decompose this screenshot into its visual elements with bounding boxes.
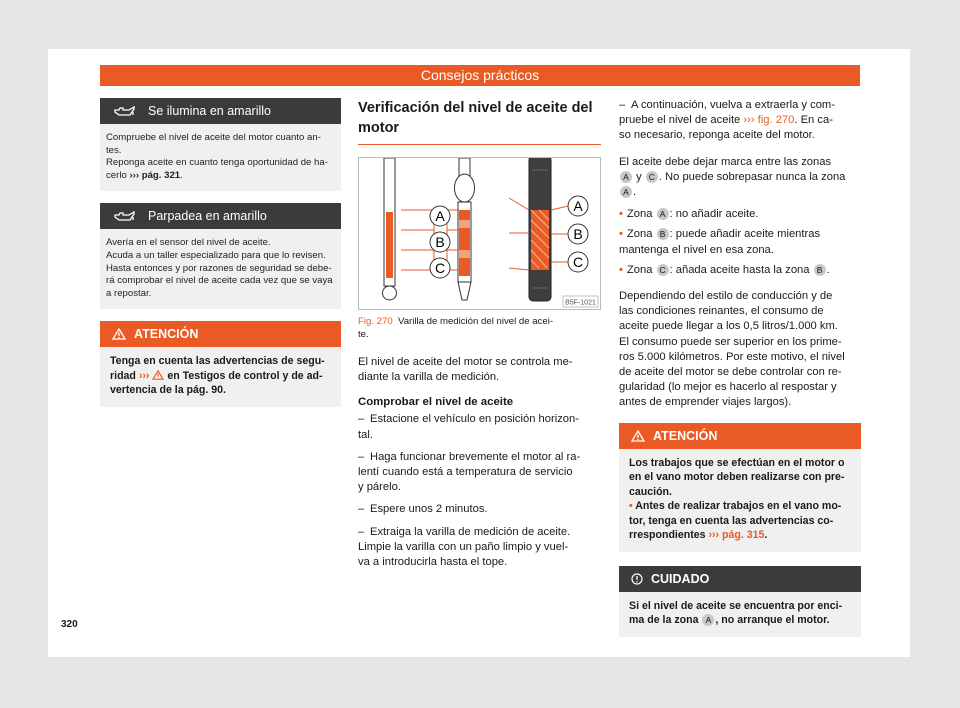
step-item bbox=[619, 98, 861, 144]
zone-badge-a: A bbox=[620, 186, 632, 198]
text-fragment: Haga funcionar brevemente el motor al ra- bbox=[370, 450, 581, 463]
subheading: Comprobar el nivel de aceite bbox=[358, 396, 514, 409]
text-line: A . bbox=[619, 185, 861, 200]
text-line: – Haga funcionar brevemente el motor al ra- bbox=[358, 450, 581, 463]
text-line: El aceite debe dejar marca entre las zonas bbox=[619, 155, 832, 168]
figure-caption bbox=[358, 316, 601, 341]
page-reference-link[interactable]: ››› pág. 321 bbox=[129, 169, 181, 181]
text-line: aceite puede llegar a los 0,5 litros/1.000 km. bbox=[619, 320, 838, 333]
section-title bbox=[358, 98, 601, 145]
text-fragment: Zona bbox=[626, 263, 653, 276]
figure-label-a: A bbox=[435, 208, 445, 224]
oil-can-icon bbox=[100, 211, 148, 222]
oil-can-icon bbox=[100, 106, 148, 117]
text-fragment: , no arranque el motor. bbox=[715, 614, 830, 627]
caution-header bbox=[619, 566, 861, 592]
warning-header bbox=[100, 321, 341, 347]
caution-title: CUIDADO bbox=[651, 571, 710, 586]
text-line bbox=[358, 480, 601, 495]
warning-triangle-icon bbox=[152, 370, 164, 382]
text-line bbox=[619, 113, 861, 128]
text-line: so necesario, reponga aceite del motor. bbox=[619, 129, 815, 142]
figure-number: Fig. 270 bbox=[358, 316, 393, 327]
title-line: motor bbox=[358, 120, 400, 136]
step-item bbox=[358, 450, 601, 496]
text-fragment: ma de la zona bbox=[629, 614, 702, 627]
text-fragment: en Testigos de control y de ad- bbox=[164, 369, 323, 382]
blink-light-bar bbox=[100, 203, 341, 229]
text-line: rá comprobar el nivel de aceite cada vez que se vaya bbox=[106, 275, 333, 287]
yellow-light-title: Se ilumina en amarillo bbox=[148, 104, 271, 118]
bullet-dot: • bbox=[629, 500, 633, 513]
text-line: – Extraiga la varilla de medición de aceite. bbox=[358, 525, 571, 538]
zone-badge-a: A bbox=[702, 614, 714, 626]
text-line: antes de emprender viajes largos). bbox=[619, 396, 792, 409]
step-item bbox=[358, 412, 601, 442]
marks-paragraph bbox=[619, 155, 861, 201]
text-line: Compruebe el nivel de aceite del motor cuanto an- bbox=[106, 132, 321, 143]
figure-code: B5F-1021 bbox=[565, 299, 596, 307]
text-line: ros 5.000 kilómetros. Por este motivo, el nivel bbox=[619, 350, 845, 363]
figure-label-a-right: A bbox=[573, 198, 583, 214]
warning-body bbox=[619, 449, 861, 552]
figure-label-c-right: C bbox=[572, 254, 584, 270]
text-line: – A continuación, vuelva a extraerla y com- bbox=[619, 99, 835, 111]
text-line bbox=[358, 428, 601, 443]
warning-body bbox=[100, 347, 341, 407]
text-line: vertencia de la pág. 90. bbox=[110, 384, 226, 397]
dipstick-figure bbox=[358, 157, 601, 310]
warning-triangle-icon bbox=[112, 328, 126, 340]
text-line bbox=[106, 170, 335, 183]
text-fragment: : no añadir aceite. bbox=[669, 208, 759, 221]
warning-title: ATENCIÓN bbox=[134, 327, 199, 342]
zone-badge-b: B bbox=[657, 228, 669, 240]
text-line bbox=[629, 499, 851, 514]
text-fragment: : puede añadir aceite mientras bbox=[669, 228, 821, 241]
text-line: Si el nivel de aceite se encuentra por enci- bbox=[629, 599, 843, 612]
text-line bbox=[358, 540, 601, 555]
zone-badge-b: B bbox=[814, 264, 826, 276]
info-circle-icon bbox=[631, 573, 643, 585]
warning-header bbox=[619, 423, 861, 449]
text-line: te. bbox=[358, 328, 369, 340]
text-fragment: Antes de realizar trabajos en el vano mo- bbox=[635, 500, 842, 513]
caution-body bbox=[619, 592, 861, 637]
text-line: caución. bbox=[629, 485, 672, 498]
text-line: – Espere unos 2 minutos. bbox=[358, 503, 488, 516]
text-fragment: lentí cuando está a temperatura de servicio bbox=[358, 466, 573, 479]
text-fragment: Extraiga la varilla de medición de aceite. bbox=[370, 525, 571, 538]
text-fragment: ridad bbox=[110, 369, 139, 382]
text-line bbox=[110, 369, 331, 384]
text-line: mantenga el nivel en esa zona. bbox=[619, 243, 774, 256]
text-line bbox=[629, 528, 851, 543]
text-line: Avería en el sensor del nivel de aceite. bbox=[106, 237, 271, 249]
text-line: tor, tenga en cuenta las advertencias co- bbox=[629, 514, 834, 527]
intro-paragraph bbox=[358, 355, 601, 385]
section-header: Consejos prácticos bbox=[100, 65, 860, 86]
bullet-zone-b bbox=[619, 227, 861, 257]
text-line: en el vano motor deben realizarse con pre- bbox=[629, 471, 845, 484]
text-line bbox=[358, 465, 601, 480]
text-line: las condiciones reinantes, el consumo de bbox=[619, 305, 824, 318]
warning-triangle-icon bbox=[631, 430, 645, 442]
text-fragment: Zona bbox=[626, 228, 653, 241]
zone-badge-a: A bbox=[620, 171, 632, 183]
column-left bbox=[100, 98, 341, 407]
text-fragment: Espere unos 2 minutos. bbox=[370, 503, 488, 516]
text-line: Reponga aceite en cuanto tenga oportunidad de ha- bbox=[106, 157, 328, 169]
text-fragment: y párelo. bbox=[358, 481, 401, 494]
text-fragment: Limpie la varilla con un paño limpio y vuel- bbox=[358, 540, 569, 553]
text-fragment: va a introducirla hasta el tope. bbox=[358, 556, 508, 569]
text-fragment: . bbox=[764, 529, 768, 542]
figure-reference-link[interactable]: ››› fig. 270 bbox=[743, 114, 795, 127]
text-line bbox=[358, 555, 601, 570]
text-fragment: Varilla de medición del nivel de acei- bbox=[398, 316, 554, 327]
text-line: gularidad (lo mejor es hacerlo al respostar y bbox=[619, 381, 837, 394]
text-line: Acuda a un taller especializado para que lo revisen. bbox=[106, 249, 326, 261]
text-line: Tenga en cuenta las advertencias de segu- bbox=[110, 355, 325, 368]
text-fragment: . En ca- bbox=[794, 114, 833, 127]
text-line: – Estacione el vehículo en posición horizon- bbox=[358, 413, 579, 426]
text-line: tes. bbox=[106, 144, 122, 156]
page-number: 320 bbox=[61, 619, 78, 630]
text-line bbox=[619, 170, 861, 185]
text-line bbox=[358, 316, 601, 329]
bullet-dot: • bbox=[619, 263, 623, 276]
blink-light-title: Parpadea en amarillo bbox=[148, 209, 267, 224]
text-line: diante la varilla de medición. bbox=[358, 371, 500, 384]
zone-badge-c: C bbox=[657, 264, 669, 276]
text-fragment: Estacione el vehículo en posición horizon- bbox=[370, 413, 579, 426]
text-line: de aceite del motor se debe controlar con re- bbox=[619, 366, 842, 379]
text-fragment: : añada aceite hasta la zona bbox=[669, 263, 813, 276]
yellow-light-text bbox=[100, 124, 341, 191]
bullet-dot: • bbox=[619, 228, 623, 241]
consumption-paragraph bbox=[619, 289, 861, 411]
step-item bbox=[358, 502, 601, 517]
text-fragment: rrespondientes bbox=[629, 529, 709, 542]
text-line: El nivel de aceite del motor se controla me- bbox=[358, 356, 573, 368]
text-fragment: cerlo bbox=[106, 169, 130, 181]
text-line: El consumo puede ser superior en los prime- bbox=[619, 335, 842, 348]
figure-label-c: C bbox=[434, 260, 446, 276]
bullet-zone-a bbox=[619, 207, 861, 222]
text-fragment: tal. bbox=[358, 428, 373, 441]
text-line: Dependiendo del estilo de conducción y de bbox=[619, 290, 833, 303]
text-line: Hasta entonces y por razones de seguridad se debe- bbox=[106, 262, 332, 274]
text-fragment: . No puede sobrepasar nunca la zona bbox=[658, 170, 846, 183]
text-fragment: Zona bbox=[626, 208, 653, 221]
figure-label-b-right: B bbox=[573, 226, 583, 242]
figure-label-b: B bbox=[435, 234, 445, 250]
text-fragment: y bbox=[633, 170, 645, 183]
yellow-light-bar bbox=[100, 98, 341, 124]
warning-title: ATENCIÓN bbox=[653, 428, 718, 443]
column-right bbox=[619, 98, 861, 637]
blink-light-text bbox=[100, 229, 341, 309]
bullet-dot: • bbox=[619, 208, 623, 221]
text-line bbox=[629, 613, 851, 628]
text-fragment: . bbox=[180, 169, 183, 181]
text-line: Los trabajos que se efectúan en el motor o bbox=[629, 456, 845, 469]
zone-badge-c: C bbox=[646, 171, 658, 183]
text-line: a repostar. bbox=[106, 287, 152, 299]
text-fragment: pruebe el nivel de aceite bbox=[619, 114, 744, 127]
text-fragment: A continuación, vuelva a extraerla y com- bbox=[631, 99, 835, 111]
step-item bbox=[358, 525, 601, 571]
title-line: Verificación del nivel de aceite del bbox=[358, 100, 593, 116]
column-middle bbox=[358, 98, 601, 570]
text-line bbox=[619, 227, 861, 242]
dipstick-illustration bbox=[359, 158, 600, 309]
reference-arrows[interactable]: ››› bbox=[138, 369, 150, 382]
bullet-zone-c: • Zona C : añada aceite hasta la zona B . bbox=[619, 263, 830, 276]
page-reference-link[interactable]: ››› pág. 315 bbox=[708, 529, 765, 542]
steps-list bbox=[358, 412, 601, 570]
zone-badge-a: A bbox=[657, 208, 669, 220]
